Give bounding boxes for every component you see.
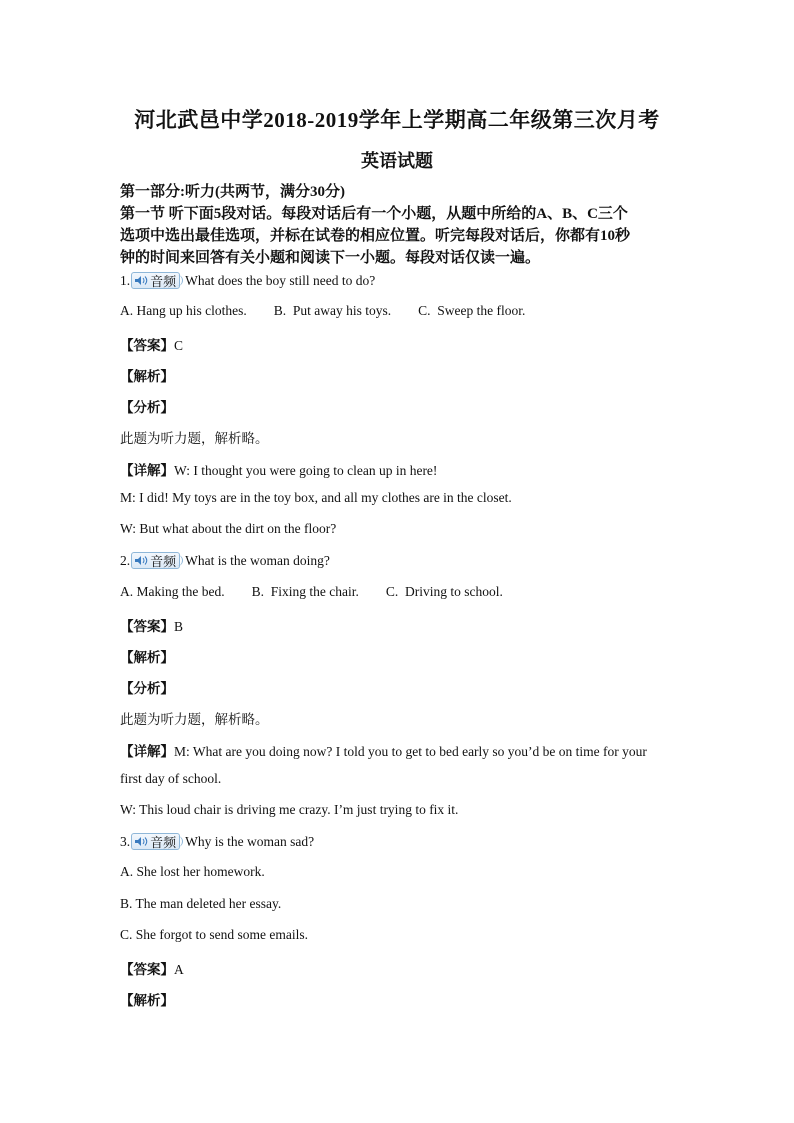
option-b: B. The man deleted her essay.: [120, 896, 282, 911]
detail-row: [120, 459, 437, 479]
analysis-label: 【解析】: [120, 993, 174, 1008]
detail-line: W: I thought you were going to clean up in here!: [174, 463, 438, 478]
analysis-label: 【解析】: [120, 369, 174, 384]
analysis-label: 【解析】: [120, 650, 174, 665]
answer-row: [120, 958, 184, 978]
part-heading: 第一部分:听力(共两节，满分30分): [120, 184, 345, 200]
fenxi-text: 此题为听力题，解析略。: [120, 712, 269, 727]
answer-label: 【答案】: [120, 338, 174, 353]
question-number: 1.: [120, 272, 131, 288]
answer-label: 【答案】: [120, 619, 174, 634]
speaker-icon: [134, 836, 148, 847]
detail-row: [120, 740, 647, 760]
question-2: [120, 552, 330, 569]
question-text: What is the woman doing?: [185, 552, 330, 568]
detail-line: first day of school.: [120, 771, 222, 786]
audio-label: 音频: [150, 274, 177, 289]
fenxi-label: 【分析】: [120, 681, 174, 696]
instruction-line: 选项中选出最佳选项，并标在试卷的相应位置。听完每段对话后，你都有10秒: [120, 228, 631, 244]
detail-line: M: I did! My toys are in the toy box, and all my clothes are in the closet.: [120, 490, 512, 505]
detail-line: M: What are you doing now? I told you to get to bed early so you’d be on time for your: [174, 744, 647, 759]
speaker-icon: [134, 555, 148, 566]
exam-subtitle: 英语试题: [361, 151, 433, 171]
answer-value: B: [174, 619, 184, 634]
question-3: [120, 833, 314, 850]
answer-value: A: [174, 962, 184, 977]
detail-line: W: But what about the dirt on the floor?: [120, 521, 337, 536]
question-1: [120, 272, 375, 289]
answer-row: [120, 615, 183, 635]
options-line: A. Hang up his clothes. B. Put away his toys. C. Sweep the floor.: [120, 303, 526, 318]
options-line: A. Making the bed. B. Fixing the chair. C. Driving to school.: [120, 584, 503, 599]
answer-value: C: [174, 338, 184, 353]
audio-button[interactable]: [131, 272, 180, 289]
audio-button[interactable]: [131, 552, 180, 569]
fenxi-label: 【分析】: [120, 400, 174, 415]
question-number: 2.: [120, 552, 131, 568]
instruction-line: 钟的时间来回答有关小题和阅读下一小题。每段对话仅读一遍。: [120, 250, 541, 266]
fenxi-text: 此题为听力题，解析略。: [120, 431, 269, 446]
exam-title: 河北武邑中学2018-2019学年上学期高二年级第三次月考: [134, 108, 660, 132]
detail-label: 【详解】: [120, 744, 174, 759]
question-text: What does the boy still need to do?: [185, 272, 376, 288]
audio-button[interactable]: [131, 833, 180, 850]
answer-label: 【答案】: [120, 962, 174, 977]
question-number: 3.: [120, 833, 131, 849]
instruction-line: 第一节 听下面5段对话。每段对话后有一个小题，从题中所给的A、B、C三个: [120, 206, 628, 222]
question-text: Why is the woman sad?: [185, 833, 315, 849]
detail-label: 【详解】: [120, 463, 174, 478]
audio-label: 音频: [150, 835, 177, 850]
answer-row: [120, 334, 183, 354]
speaker-icon: [134, 275, 148, 286]
option-c: C. She forgot to send some emails.: [120, 927, 308, 942]
detail-line: W: This loud chair is driving me crazy. I’m just trying to fix it.: [120, 802, 459, 817]
option-a: A. She lost her homework.: [120, 864, 265, 879]
audio-label: 音频: [150, 554, 177, 569]
